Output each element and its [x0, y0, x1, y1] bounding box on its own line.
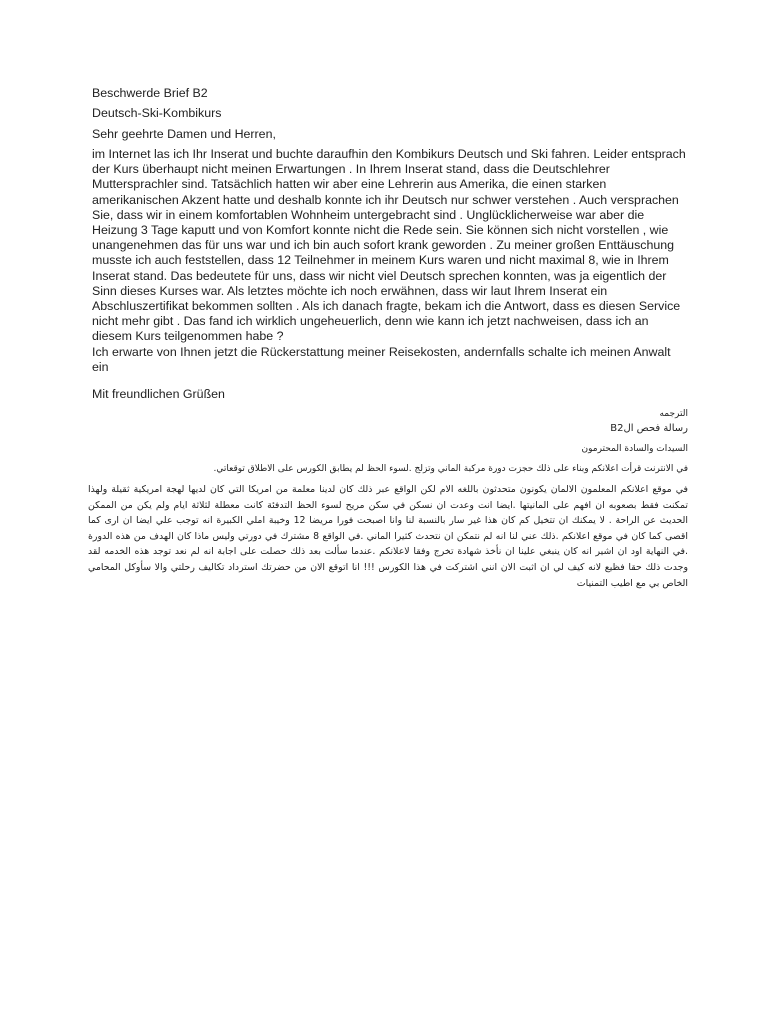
letter-request: Ich erwarte von Ihnen jetzt die Rückerstattung meiner Reisekosten, andernfalls schalte ich meinen Anwalt ein: [92, 344, 671, 374]
translation-salutation: السيدات والسادة المحترمون: [581, 444, 688, 454]
translation-body-block: [88, 482, 688, 591]
letter-salutation: Sehr geehrte Damen und Herren,: [92, 127, 276, 141]
translation-intro: في الانترنت قرأت اعلانكم وبناء على ذلك حجزت دورة مركبة الماني وتزلج .لسوء الحظ لم يطابق الكورس على الاطلاق توقعاتي.: [213, 464, 688, 474]
letter-title: Beschwerde Brief B2: [92, 86, 208, 100]
letter-subject: Deutsch-Ski-Kombikurs: [92, 106, 222, 120]
letter-closing: Mit freundlichen Grüßen: [92, 387, 225, 401]
translation-heading: الترجمه: [659, 409, 688, 419]
translation-body: في موقع اعلانكم المعلمون الالمان يكونون متحدثون باللغه الام لكن الواقع عبر ذلك كان لدينا معلمة من امريكا التي كان لديها لهجة امريكية ثقيلة ولهذا تمكنت فقط بصعوبه ان افهم على المانيتها .ايضا انت وعدت ان نسكن في سكن مريح لسوء الحظ التدفئة كانت معطلة لثلاثة ايام ولم يكن من الممكن الحديث عن الراحة . لا يمكنك ان تتخيل كم كان هذا غير سار بالنسبة لنا وانا اصبحت فورا مريضا 12 وخيبة املي الكبيرة انه توجب علي ايضا ان ارى كما اقصى كما كان في موقع اعلانكم .ذلك عني لنا انه لم نتمكن ان نتحدث كثيرا الماني .في الواقع 8 مشترك في دورتي وليس ماذا كان الهدف من هذه الدورة .في النهاية اود ان اشير انه كان ينبغي علينا ان نأخذ شهادة تخرج وفقا لاعلانكم .عندما سألت بعد ذلك حصلت على اجابة انه لم نعد توجد هذه الخدمه لقد وجدت ذلك حقا فظيع لانه كيف لي ان اثبت الان انني اشتركت في هذا الكورس !!! انا اتوقع الان من حضرتك استرداد تكاليف رحلتي والا سأوكل المحامي الخاص بي مع اطيب التمنيات: [88, 484, 688, 589]
translation-title: رسالة فحص الB2: [610, 423, 688, 434]
letter-body-block: [92, 147, 688, 375]
letter-body: im Internet las ich Ihr Inserat und buchte daraufhin den Kombikurs Deutsch und Ski fahren. Leider entsprach der Kurs überhaupt nicht meinen Erwartungen . In Ihrem Inserat stand, dass die Deutschlehrer Muttersprachler sind. Tatsächlich hatten wir aber eine Lehrerin aus Amerika, die einen starken amerikanischen Akzent hatte und deshalb konnte ich ihr Deutsch nur schwer verstehen . Auch versprachen Sie, dass wir in einem komfortablen Wohnheim untergebracht sind . Unglücklicherweise war aber die Heizung 3 Tage kaputt und von Komfort konnte nicht die Rede sein. Sie können sich nicht vorstellen , wie unangenehmen das für uns war und ich bin auch sofort krank geworden . Zu meiner großen Enttäuschung musste ich auch feststellen, dass 12 Teilnehmer in meinem Kurs waren und nicht maximal 8, wie in Ihrem Inserat stand. Das bedeutete für uns, dass wir nicht viel Deutsch sprechen konnten, was ja eigentlich der Sinn dieses Kurses war. Als letztes möchte ich noch erwähnen, dass wir laut Ihrem Inserat ein Abschluszertifikat bekommen sollten . Als ich danach fragte, bekam ich die Antwort, dass es diesen Service nicht mehr gibt . Das fand ich wirklich ungeheuerlich, denn wie kann ich jetzt nachweisen, dass ich an diesem Kurs teilgenommen habe ?: [92, 147, 686, 344]
